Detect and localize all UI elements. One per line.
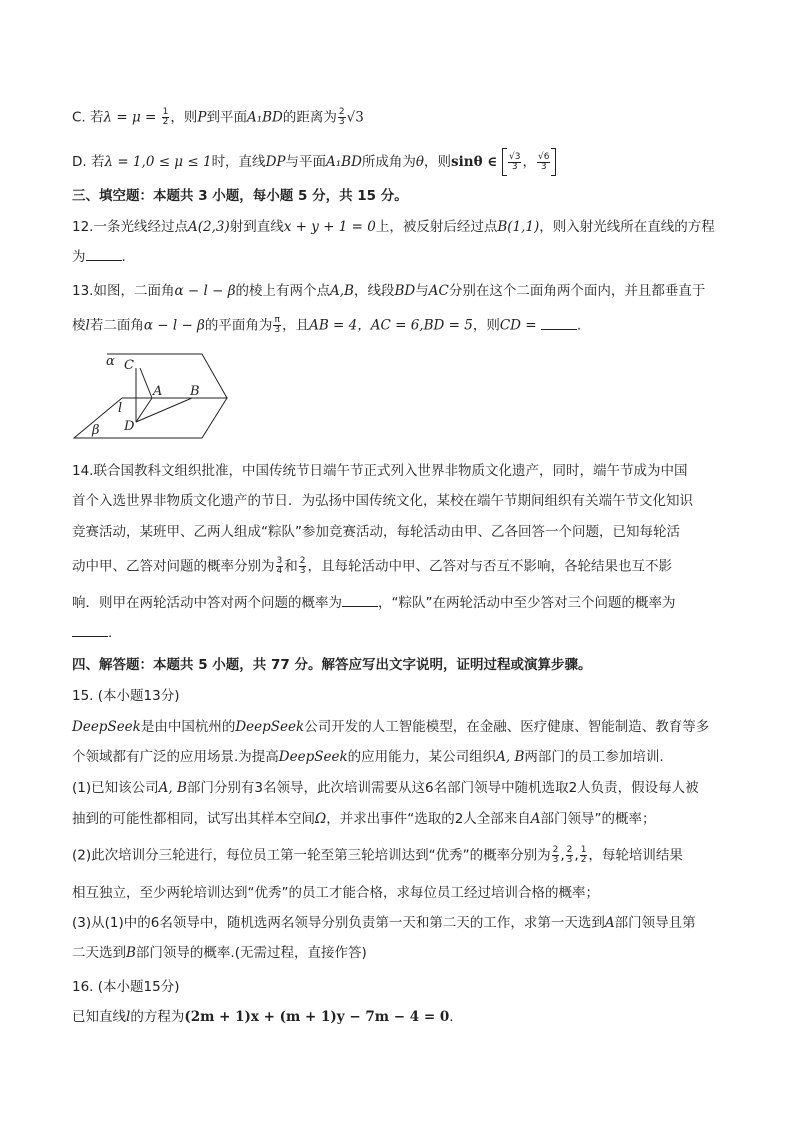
q14-line2: 首个入选世界非物质文化遗产的节日．为弘扬中国传统文化，某校在端午节期间组织有关端午节文化知识 [72,493,693,509]
q14-line5: 响．则甲在两轮活动中答对两个问题的概率为 ，“粽队”在两轮活动中至少答对三个问题的概率为 [72,595,676,611]
right-bracket [551,148,556,176]
fraction: $\frac{2}{3}$ [338,107,345,127]
q15-line6: 相互独立，至少两轮培训达到“优秀”的员工才能合格，求每位员工经过培训合格的概率； [72,885,599,901]
q14-line1: 14.联合国教科文组织批准，中国传统节日端午节正式列入世界非物质文化遗产，同时，端午节成为中国 [72,463,688,479]
answer-blank [342,594,378,607]
fraction: $\frac{√3}{3}$ [508,151,521,172]
option-d: D. 若λ = 1,0 ≤ μ ≤ 1时，直线DP与平面A₁BD所成角为θ，则sinθ ∈ $\frac{√3}{3}$ ， $\frac{√6}{3}$ [72,148,722,176]
q15-line4: 抽到的可能性都相同，试写出其样本空间Ω，并求出事件“选取的2人全部来自A部门领导”的概率； [72,811,656,827]
answer-blank [541,317,577,330]
answer-blank [86,248,122,261]
fraction: $\frac{√6}{3}$ [537,151,550,172]
label-a: A [153,384,163,399]
q15-heading: 15. (本小题13分) [72,688,180,704]
q15-line3: (1)已知该公司A, B部门分别有3名领导，此次培训需要从这6名部门领导中随机选取2人负责，假设每人被 [72,780,699,796]
fraction: $\frac{2}{3}$ [566,845,573,865]
q12-line1: 12.一条光线经过点A(2,3)射到直线x + y + 1 = 0上，被反射后经过点B(1,1)，则入射光线所在直线的方程 [72,219,715,235]
q15-line1: DeepSeek是由中国杭州的DeepSeek公司开发的人工智能模型，在金融、医疗健康、智能制造、教育等多 [72,719,710,735]
fraction: $\frac{2}{3}$ [299,556,306,576]
q16-heading: 16. (本小题15分) [72,979,180,995]
q15-line5: (2)此次培训分三轮进行，每位员工第一轮至第三轮培训达到“优秀”的概率分别为 $\frac{2}{3}$ , $\frac{2}{3}$ , $\frac{1}{2}$ ，每轮培训结果 [72,845,683,865]
q13-line1: 13.如图，二面角α − l − β的棱上有两个点A,B，线段BD与AC分别在这个二面角两个面内，并且都垂直于 [72,283,706,299]
q15-line7: (3)从(1)中的6名领导中，随机选两名领导分别负责第一天和第二天的工作，求第一天选到A部门领导且第 [72,915,696,931]
label-alpha: α [106,354,115,369]
q12-line2: 为 . [72,249,126,265]
label-c: C [124,358,134,373]
fraction: $\frac{2}{3}$ [552,845,559,865]
fraction: $\frac{1}{2}$ [580,845,587,865]
dihedral-angle-figure [72,352,232,444]
segment-ca [140,368,152,398]
option-c: C. 若λ = μ = $\frac{1}{2}$ ，则P到平面A₁BD的距离为 $\frac{2}{3}$ √3 [72,107,364,127]
left-bracket [502,148,507,176]
label-l: l [118,401,123,416]
q14-line4: 动中甲、乙答对问题的概率分别为 $\frac{3}{4}$ 和 $\frac{2}{3}$ ，且每轮活动中甲、乙答对与否互不影响，各轮结果也互不影 [72,556,672,576]
q14-line3: 竞赛活动，某班甲、乙两人组成“粽队”参加竞赛活动，每轮活动由甲、乙各回答一个问题，已知每轮活 [72,524,680,540]
fraction: $\frac{1}{2}$ [162,107,169,127]
answer-blank [72,624,108,637]
label-beta: β [92,423,100,438]
section-heading-4: 四、解答题：本题共 5 小题，共 77 分。解答应写出文字说明，证明过程或演算步骤。 [72,657,592,673]
fraction: $\frac{3}{4}$ [276,556,283,576]
q14-line6: . [72,624,722,642]
label-b: B [190,384,200,399]
q15-line2: 个领域都有广泛的应用场景.为提高DeepSeek的应用能力，某公司组织A, B两部门的员工参加培训. [72,749,664,765]
fraction: $\frac{\pi}{3}$ [274,315,281,335]
section-heading-3: 三、填空题：本题共 3 小题，每小题 5 分，共 15 分。 [72,188,408,204]
label-d: D [124,419,135,434]
q15-line8: 二天选到B部门领导的概率.(无需过程，直接作答) [72,945,367,961]
q13-line2: 棱l若二面角α − l − β的平面角为 $\frac{\pi}{3}$ ，且AB = 4，AC = 6,BD = 5，则CD = . [72,315,582,335]
q16-line1: 已知直线l的方程为(2m + 1)x + (m + 1)y − 7m − 4 = 0. [72,1009,454,1025]
